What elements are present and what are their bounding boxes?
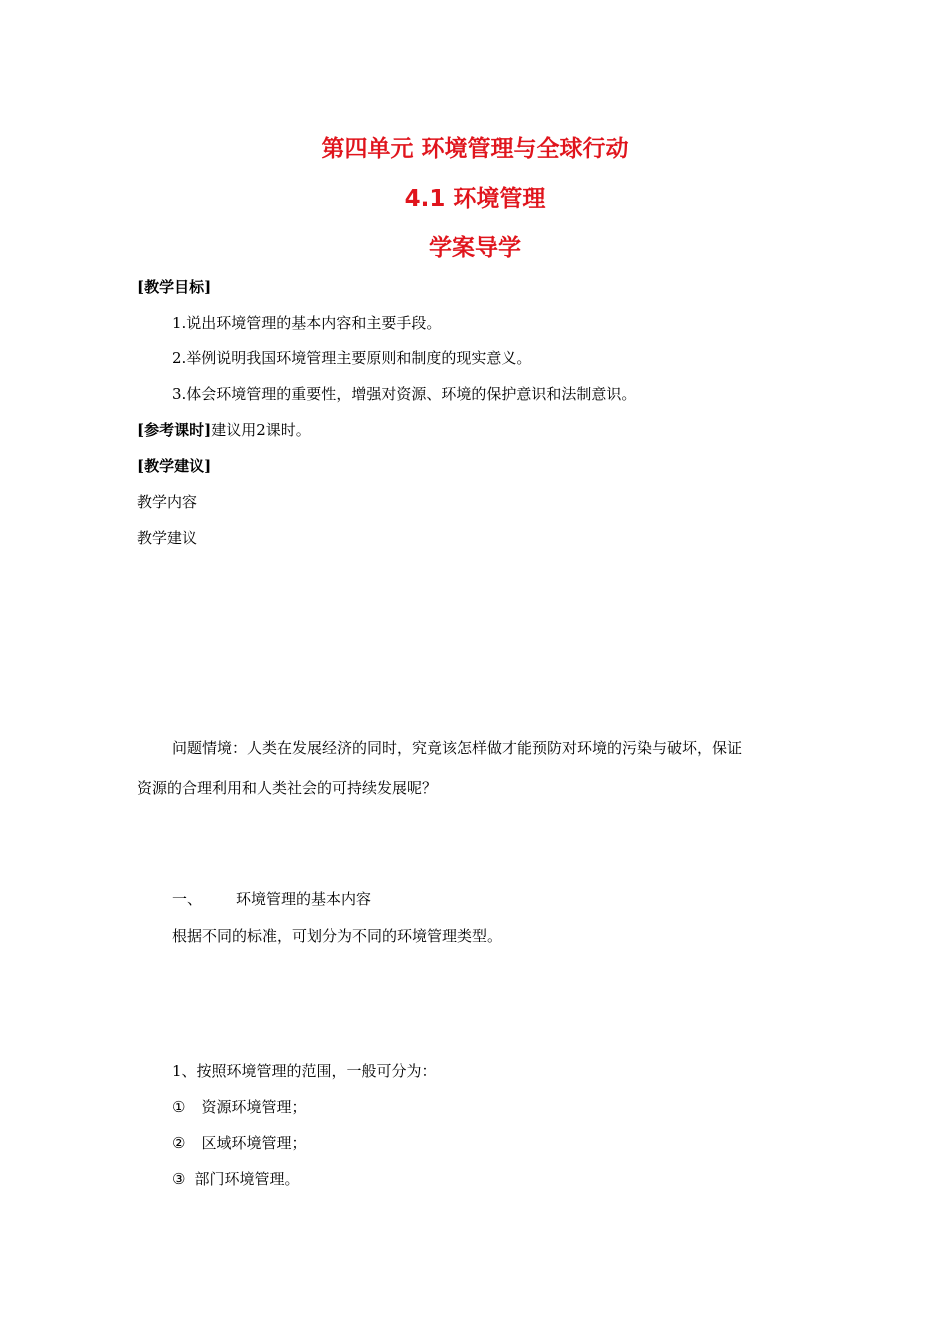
hours-text: 建议用2课时。 [211, 421, 311, 439]
list-item [172, 1097, 306, 1117]
part1-number: 一、 [172, 890, 203, 908]
list-text: 区域环境管理； [201, 1134, 307, 1152]
objective-item-3: 3.体会环境管理的重要性，增强对资源、环境的保护意识和法制意识。 [172, 385, 637, 403]
part1-title: 环境管理的基本内容 [236, 890, 372, 908]
hours-label: [参考课时] [137, 421, 212, 439]
list-text: 部门环境管理。 [194, 1170, 300, 1188]
content-label: 教学内容 [137, 493, 198, 511]
suggestion-heading: [教学建议] [137, 457, 212, 475]
unit-title: 第四单元 环境管理与全球行动 [321, 136, 629, 162]
list-marker: ③ [172, 1170, 186, 1188]
list-text: 资源环境管理； [201, 1098, 307, 1116]
section-title: 4.1 环境管理 [404, 186, 546, 212]
list-item [172, 1169, 299, 1189]
part1-intro: 根据不同的标准，可划分为不同的环境管理类型。 [172, 927, 503, 945]
suggest-label: 教学建议 [137, 529, 198, 547]
subtitle: 学案导学 [429, 235, 521, 261]
objective-item-2: 2.举例说明我国环境管理主要原则和制度的现实意义。 [172, 349, 532, 367]
objectives-heading: [教学目标] [137, 278, 212, 296]
range-heading: 1、按照环境管理的范围，一般可分为： [172, 1062, 437, 1080]
list-marker: ② [172, 1134, 186, 1152]
list-item [172, 1133, 306, 1153]
hours-line [137, 420, 311, 440]
objective-item-1: 1.说出环境管理的基本内容和主要手段。 [172, 314, 442, 332]
question-line-2: 资源的合理利用和人类社会的可持续发展呢？ [137, 779, 438, 797]
question-line-1: 问题情境：人类在发展经济的同时，究竟该怎样做才能预防对环境的污染与破坏，保证 [172, 739, 743, 757]
list-marker: ① [172, 1098, 186, 1116]
